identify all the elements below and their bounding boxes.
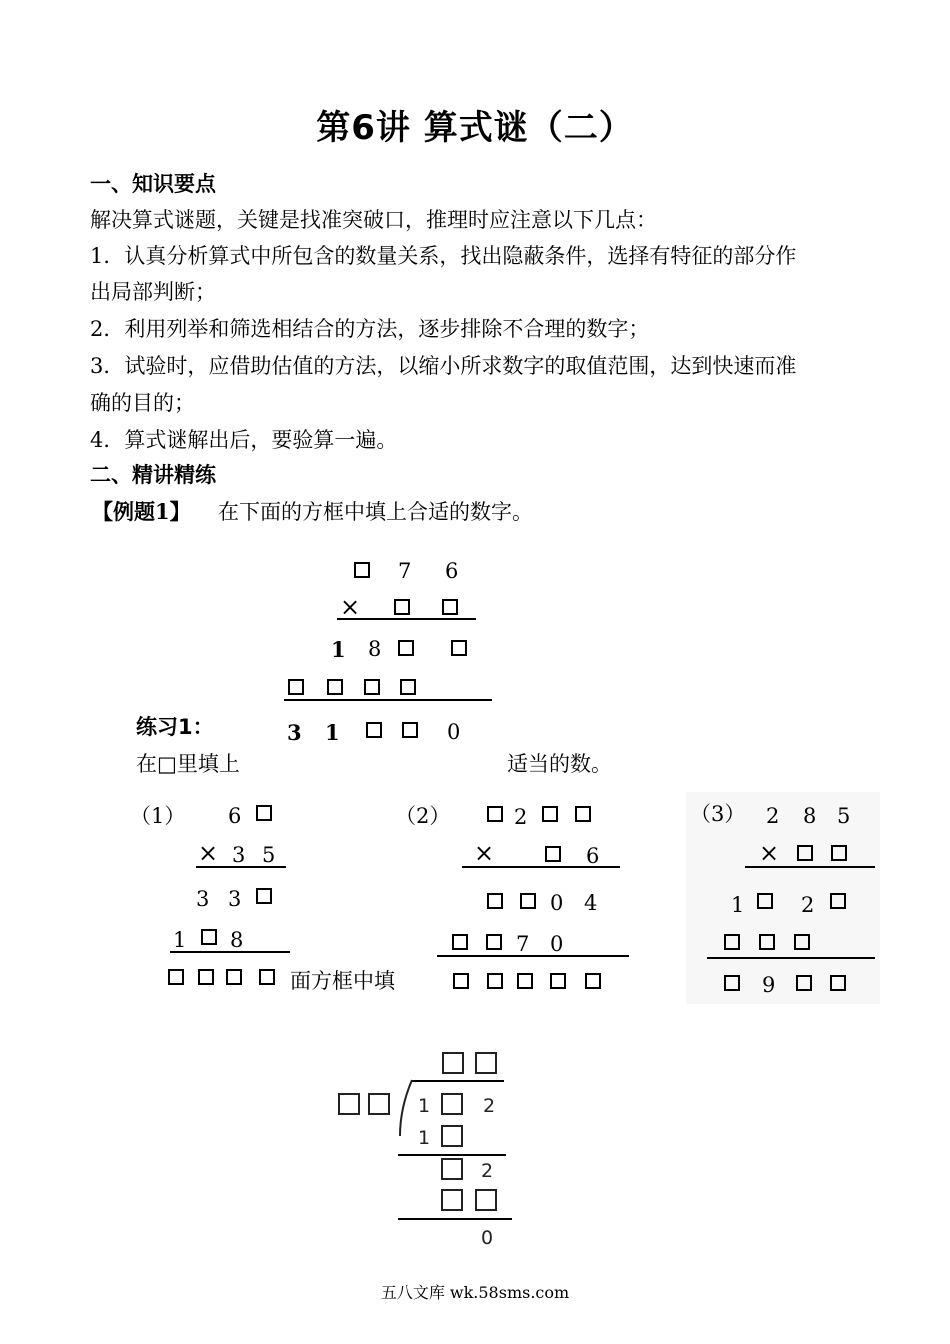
- digit: 5: [837, 804, 851, 828]
- example-text: 在下面的方框中填上合适的数字。: [218, 500, 533, 524]
- blank-box[interactable]: [259, 969, 275, 985]
- blank-box[interactable]: [368, 1093, 390, 1115]
- digit: 7: [398, 559, 412, 583]
- digit: 6: [445, 559, 459, 583]
- digit: 3: [196, 887, 210, 911]
- point-3-line-2: 确的目的；: [90, 391, 195, 415]
- section-heading-practice: 二、精讲精练: [90, 463, 216, 487]
- blank-box[interactable]: [441, 1125, 463, 1147]
- blank-box[interactable]: [517, 973, 533, 989]
- rule-line: [398, 1154, 506, 1156]
- digit: 0: [550, 932, 564, 956]
- digit: 7: [516, 932, 530, 956]
- blank-box[interactable]: [475, 1189, 497, 1211]
- point-3-line-1: 3．试验时，应借助估值的方法，以缩小所求数字的取值范围，达到快速而准: [90, 354, 797, 378]
- digit: 1: [418, 1127, 431, 1149]
- point-1-line-1: 1．认真分析算式中所包含的数量关系，找出隐蔽条件，选择有特征的部分作: [90, 244, 797, 268]
- blank-box[interactable]: [453, 973, 469, 989]
- digit: 2: [483, 1095, 496, 1117]
- times-sign: ×: [474, 839, 495, 867]
- blank-box[interactable]: [354, 562, 370, 578]
- digit: 8: [368, 637, 382, 661]
- section-heading-knowledge: 一、知识要点: [90, 172, 216, 196]
- blank-box[interactable]: [575, 806, 591, 822]
- blank-box[interactable]: [366, 722, 382, 738]
- point-1-line-2: 出局部判断；: [90, 280, 216, 304]
- digit: 1: [331, 637, 346, 662]
- blank-box[interactable]: [442, 599, 458, 615]
- blank-box[interactable]: [442, 1052, 464, 1074]
- rule-line: [437, 955, 629, 957]
- blank-box[interactable]: [198, 969, 214, 985]
- problem-number: （2）: [395, 804, 451, 828]
- blank-box[interactable]: [486, 934, 502, 950]
- blank-box[interactable]: [520, 893, 536, 909]
- rule-line: [745, 866, 875, 868]
- digit: 3: [228, 887, 242, 911]
- problem-number: （3）: [690, 802, 746, 826]
- blank-box[interactable]: [487, 893, 503, 909]
- blank-box[interactable]: [441, 1158, 463, 1180]
- practice-label: 练习1：: [136, 715, 214, 739]
- division-bracket: [396, 1078, 416, 1140]
- digit: 0: [447, 720, 461, 744]
- example-label: 【例题1】: [92, 499, 191, 524]
- point-4: 4．算式谜解出后，要验算一遍。: [90, 428, 398, 452]
- blank-box[interactable]: [545, 846, 561, 862]
- overlapped-text: 面方框中填: [290, 969, 395, 993]
- blank-box[interactable]: [168, 969, 184, 985]
- footer-watermark: 五八文库 wk.58sms.com: [380, 1283, 570, 1302]
- practice-instruction-left: 在□里填上: [136, 752, 240, 776]
- blank-box[interactable]: [441, 1093, 463, 1115]
- digit: 2: [514, 805, 528, 829]
- blank-box[interactable]: [451, 640, 467, 656]
- blank-box[interactable]: [327, 679, 343, 695]
- rule-line: [398, 1218, 512, 1220]
- blank-box[interactable]: [400, 679, 416, 695]
- digit: 2: [801, 893, 815, 917]
- blank-box[interactable]: [256, 888, 272, 904]
- blank-box[interactable]: [487, 806, 503, 822]
- point-2: 2．利用列举和筛选相结合的方法，逐步排除不合理的数字；: [90, 317, 650, 341]
- digit: 1: [325, 720, 340, 745]
- digit: 9: [762, 973, 776, 997]
- blank-box[interactable]: [398, 640, 414, 656]
- digit: 1: [731, 893, 745, 917]
- blank-box[interactable]: [542, 806, 558, 822]
- division-bar: [412, 1080, 504, 1082]
- rule-line: [284, 699, 492, 701]
- blank-box[interactable]: [724, 975, 740, 991]
- digit: 1: [173, 928, 187, 952]
- rule-line: [196, 866, 286, 868]
- digit: 5: [262, 843, 276, 867]
- blank-box[interactable]: [550, 973, 566, 989]
- digit: 6: [228, 804, 242, 828]
- blank-box[interactable]: [226, 969, 242, 985]
- blank-box[interactable]: [759, 934, 775, 950]
- practice-instruction-right: 适当的数。: [507, 752, 612, 776]
- blank-box[interactable]: [757, 893, 773, 909]
- blank-box[interactable]: [796, 975, 812, 991]
- digit: 1: [418, 1095, 431, 1117]
- digit: 6: [586, 844, 600, 868]
- blank-box[interactable]: [475, 1052, 497, 1074]
- digit: 4: [584, 891, 598, 915]
- digit: 0: [550, 891, 564, 915]
- blank-box[interactable]: [487, 973, 503, 989]
- blank-box[interactable]: [794, 934, 810, 950]
- times-sign: ×: [759, 839, 780, 867]
- blank-box[interactable]: [364, 679, 380, 695]
- digit: 2: [481, 1160, 494, 1182]
- blank-box[interactable]: [452, 934, 468, 950]
- digit: 0: [481, 1227, 494, 1249]
- digit: 8: [230, 928, 244, 952]
- rule-line: [462, 866, 620, 868]
- digit: 3: [232, 843, 246, 867]
- blank-box[interactable]: [724, 934, 740, 950]
- blank-box[interactable]: [256, 805, 272, 821]
- blank-box[interactable]: [585, 973, 601, 989]
- digit: 3: [287, 720, 302, 745]
- intro-text: 解决算式谜题，关键是找准突破口，推理时应注意以下几点：: [90, 208, 657, 232]
- blank-box[interactable]: [830, 975, 846, 991]
- rule-line: [707, 957, 875, 959]
- digit: 8: [803, 804, 817, 828]
- blank-box[interactable]: [402, 722, 418, 738]
- blank-box[interactable]: [797, 845, 813, 861]
- blank-box[interactable]: [338, 1093, 360, 1115]
- blank-box[interactable]: [288, 679, 304, 695]
- blank-box[interactable]: [394, 599, 410, 615]
- times-sign: ×: [340, 593, 361, 621]
- times-sign: ×: [198, 839, 219, 867]
- digit: 2: [766, 804, 780, 828]
- problem-number: （1）: [130, 804, 186, 828]
- blank-box[interactable]: [830, 893, 846, 909]
- blank-box[interactable]: [831, 845, 847, 861]
- rule-line: [337, 618, 476, 620]
- blank-box[interactable]: [201, 929, 217, 945]
- page-title: 第6讲 算式谜（二）: [316, 108, 634, 148]
- blank-box[interactable]: [441, 1189, 463, 1211]
- rule-line: [170, 951, 290, 953]
